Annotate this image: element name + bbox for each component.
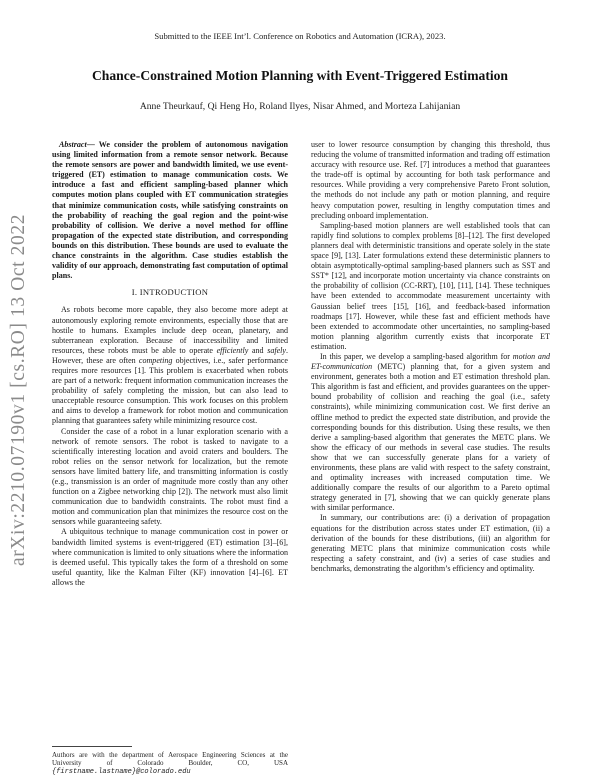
arxiv-identifier-text: arXiv:2210.07190v1 [cs.RO] 13 Oct 2022 — [8, 213, 29, 567]
contributions-paragraph: In summary, our contributions are: (i) a derivation of propagation equations for the distribution across states under ET estimation, (ii) a derivation of the bounds for these distributions, (iii) an algorithm for generating METC plans that minimize communication costs while respecting a safety constraint, and (iv) a series of case studies and benchmarks, demonstrating the algorithm’s efficiency and optimality. — [311, 513, 550, 573]
author-list: Anne Theurkauf, Qi Heng Ho, Roland Ilyes, Nisar Ahmed, and Morteza Lahijanian — [139, 101, 461, 112]
intro-paragraph-1 — [52, 305, 288, 426]
text-run: and — [248, 345, 268, 355]
conference-note: Submitted to the IEEE Int’l. Conference on Robotics and Automation (ICRA), 2023. — [154, 31, 446, 41]
text-run: In this paper, we develop a sampling-based algorithm for — [320, 351, 513, 361]
section-heading-introduction: I. INTRODUCTION — [131, 287, 209, 298]
intro-paragraph-5 — [311, 352, 550, 514]
intro-paragraph-4: Sampling-based motion planners are well established tools that can rapidly find solutions to complex problems [8]–[12]. The first developed planners deal with deterministic transitions and operate solely in the state space [9], [13]. Later formulations extend these deterministic planners to obtain asymptotically-optimal sampling-based planners such as SST and SST* [12], and incorporate motion uncertainty via chance constraints on the probability of collision (CC-RRT), [10], [11], [14]. These techniques have been extended to accommodate measurement uncertainty with Gaussian belief trees [15], [16], and feedback-based information roadmaps [17]. However, while these fast and efficient methods have been extended to accommodate other uncertainties, no sampling-based motion planning algorithm currently exists that incorporate ET estimation. — [311, 220, 550, 351]
emphasis-competing: competing — [138, 355, 173, 365]
intro-paragraph-2: Consider the case of a robot in a lunar exploration scenario with a network of remote sensors. The robot is tasked to navigate to a scientifically interesting location and avoid craters and boulders. The robot relies on the sensor network for localization, but the remote sensors have limited battery life, and transmitting information is costly (e.g., transmission is an order of magnitude more costly than any other function on a Zigbee networking chip [2]). The network must also limit communication due to bandwidth constraints. The robot must find a motion and communication plan that minimizes the resource cost on the sensors while guaranteeing safety. — [52, 426, 288, 527]
text-run: (METC) planning that, for a given system and environment, generates both a motion and ET estimation threshold plan. This algorithm is fast and efficient, and provides guarantees on the upper-bound probability of collision and reaching the goal (i.e., safety constraints), while minimizing communication cost. We first derive an offline method to predict the expected state distribution, and provide the corresponding bounds for this distribution. Using these results, we then derive a sampling-based algorithm that generates the METC plans. We show the efficacy of our methods in several case studies. The results show that we can successfully generate plans for a variety of environments, these plans are valid with respect to the safety constraint, and optimality increases with increased computation time. We additionally compare the results of our algorithm to a Pareto optimal strategy generated in [7], showing that we can quickly generate plans with similar performance. — [311, 362, 550, 513]
text-run: objectives, i.e., safer performance requires more resources [1]. This problem is exacerbated when robots are part of a network: frequent information communication increases the probability of safely completing the mission, but can also lead to unacceptable resource consumption. This work focuses on this problem and aims to develop a framework for robot motion and communication planning that guarantees safety while minimizing resource cost. — [52, 355, 288, 426]
footnote-rule — [52, 746, 132, 747]
footnote-email: {firstname.lastname}@colorado.edu — [52, 768, 191, 776]
author-footnote — [52, 751, 288, 776]
abstract-label: Abstract — [59, 140, 87, 149]
intro-paragraph-3-continued: user to lower resource consumption by changing this threshold, thus reducing the volume of transmitted information and trading off estimation accuracy with resource use. Ref. [7] introduces a method that guarantees the trade-off is optimal by accounting for both task performance and resources. While providing a very comprehensive Pareto Front solution, the methods do not include any path or motion planning, and require heavy computation power, resulting in lengthy computation times and precluding onboard implementation. — [311, 140, 550, 220]
text-run: . However, these are often — [52, 345, 288, 365]
intro-paragraph-3: A ubiquitous technique to manage communication cost in power or bandwidth limited systems is event-triggered (ET) estimation [3]–[6], where communication is limited to only situations where the information is deemed useful. This typically takes the form of a threshold on some useful quantity, like the Kalman Filter (KF) innovation [4]–[6]. ET allows the — [52, 527, 288, 587]
left-column — [52, 140, 288, 588]
footnote-text: Authors are with the department of Aerospace Engineering Sciences at the University of Colorado Boulder, CO, USA — [52, 751, 288, 767]
abstract — [52, 140, 288, 281]
right-column — [311, 140, 550, 574]
arxiv-identifier — [6, 190, 32, 590]
emphasis-metc: motion and ET-communication — [311, 351, 550, 372]
emphasis-safely: safely — [267, 345, 286, 355]
paper-title: Chance-Constrained Motion Planning with Event-Triggered Estimation — [91, 68, 508, 83]
abstract-text: — We consider the problem of autonomous navigation using limited information from a remote sensor network. Because the remote sensors are power and bandwidth limited, we use event-triggered (ET) estimation to manage communication costs. We introduce a fast and efficient sampling-based planner which computes motion plans coupled with ET communication strategies that minimize communication costs, while satisfying constraints on the probability of reaching the goal region and the point-wise probability of collision. We derive a novel method for offline propagation of the expected state distribution, and corresponding bounds on this distribution. These bounds are used to evaluate the chance constraints in the algorithm. Case studies establish the validity of our approach, demonstrating fast computation of optimal plans. — [52, 140, 288, 281]
text-run: As robots become more capable, they also become more adept at autonomously exploring remote environments, especially those that are hostile to humans. Examples include deep ocean, planetary, and subterranean exploration. Because of inaccessibility and limited resources, these robots must be able to operate — [52, 305, 288, 355]
emphasis-efficiently: efficiently — [216, 345, 249, 355]
